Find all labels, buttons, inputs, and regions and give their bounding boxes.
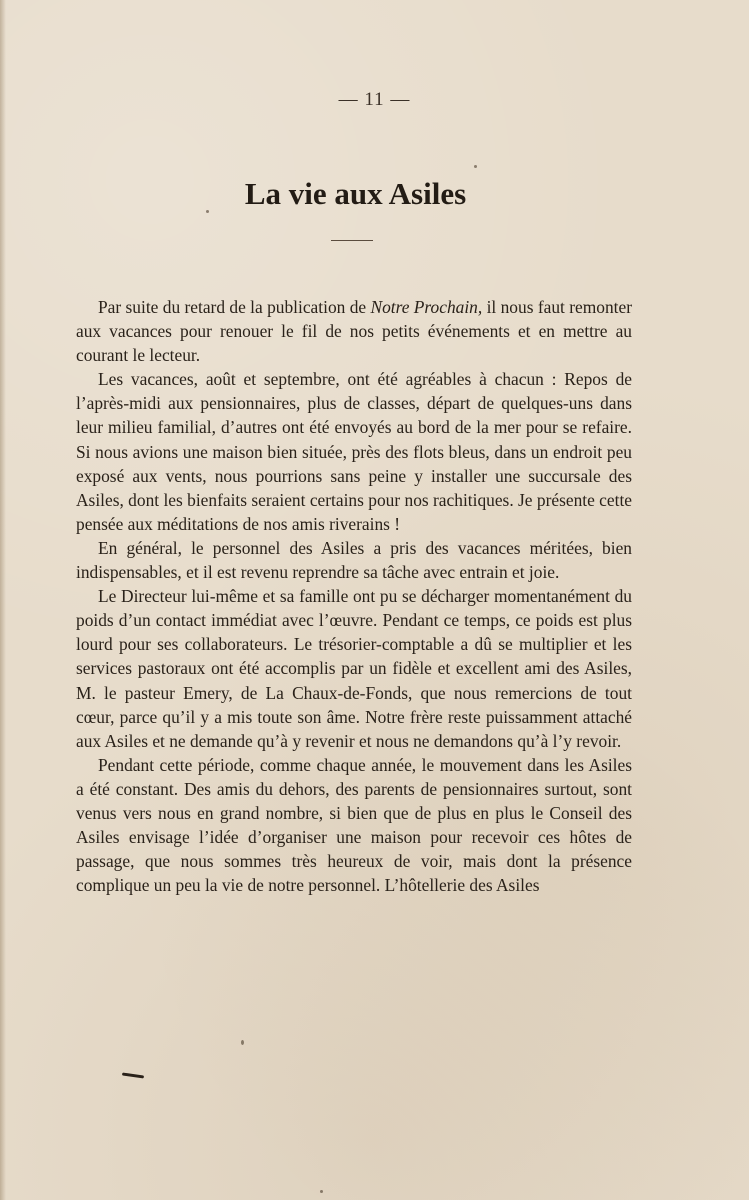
paper-speck — [474, 165, 477, 168]
paragraph-1-after: il nous faut remonter aux vacances pour renouer le fil de nos petits événements et en mettre au courant le lecteur. — [76, 297, 632, 366]
paper-speck — [320, 1190, 323, 1193]
page-title: La vie aux Asiles — [244, 176, 467, 211]
paragraph-2: Les vacances, août et septembre, ont été agréables à chacun : Repos de l’après-midi aux pensionnaires, plus de classes, départ de quelques-uns dans leur milieu familial, d’autres ont été envoyés au bord de la mer pour se refaire. Si nous avions une maison bien située, près des flots bleus, dans un endroit peu exposé aux vents, nous pourrions sans peine y installer une succursale des Asiles, dont les bienfaits seraient certains pour nos rachitiques. Je présente cette pensée aux méditations de nos amis riverains ! — [76, 369, 632, 534]
ink-mark — [122, 1072, 144, 1078]
page-number: — 11 — — [338, 89, 411, 110]
paragraph-1-before: Par suite du retard de la publication de — [98, 297, 371, 317]
paragraph-5: Pendant cette période, comme chaque année, le mouvement dans les Asiles a été constant. Des amis du dehors, des parents de pensionnaires surtout, sont venus vers nous en grand nombre, si bien que de plus en plus le Conseil des Asiles envisage l’idée d’organiser une maison pour recevoir ces hôtes de passage, que nous sommes très heureux de voir, mais dont la présence complique un peu la vie de notre personnel. L’hôtellerie des Asiles — [76, 754, 632, 896]
paragraph-1 — [76, 295, 632, 367]
paper-speck — [206, 210, 209, 213]
publication-title: Notre Prochain, — [370, 297, 483, 317]
paragraph-4: Le Directeur lui-même et sa famille ont pu se décharger momentanément du poids d’un contact immédiat avec l’œuvre. Pendant ce temps, ce poids est plus lourd pour ses collaborateurs. Le trésorier-comptable a dû se multiplier et les services pastoraux ont été accomplis par un fidèle et excellent ami des Asiles, M. le pasteur Emery, de La Chaux-de-Fonds, que nous remercions de tout cœur, parce qu’il y a mis toute son âme. Notre frère reste puissamment attaché aux Asiles et ne demande qu’à y revenir et nous ne demandons qu’à l’y revoir. — [76, 586, 632, 751]
title-divider — [331, 240, 373, 241]
paper-speck — [241, 1040, 244, 1045]
paragraph-3: En général, le personnel des Asiles a pris des vacances méritées, bien indispensables, et il est revenu reprendre sa tâche avec entrain et joie. — [76, 537, 632, 583]
body-text — [76, 295, 632, 897]
